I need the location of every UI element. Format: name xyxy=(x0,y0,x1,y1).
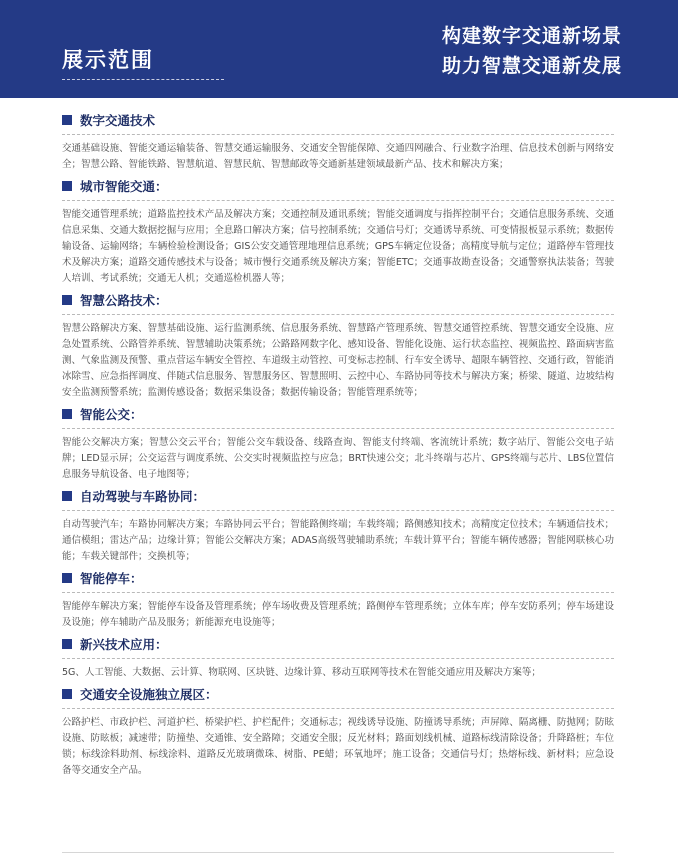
section-body: 智能交通管理系统；道路监控技术产品及解决方案；交通控制及通讯系统；智能交通调度与指挥控制平台；交通信息服务系统、交通信息采集、交通大数据挖掘与应用；全息路口解决方案；信号控制系统；交通信号灯；交通诱导系统、可变情报板显示系统；数据传输设备、运输网络；车辆检验检测设备；GIS公安交通管理地理信息系统；GPS车辆定位设备；高精度导航与定位；道路停车管理技术及解决方案；道路交通传感技术与设备；城市慢行交通系统及解决方案；智能ETC；交通事故勘查设备；交通警察执法装备；驾驶人培训、考试系统；交通无人机；交通巡检机器人等； xyxy=(62,209,614,284)
section-body: 5G、人工智能、大数据、云计算、物联网、区块链、边缘计算、移动互联网等技术在智能交通应用及解决方案等； xyxy=(62,667,541,678)
bottom-divider xyxy=(62,852,614,853)
title-divider xyxy=(62,79,224,80)
section-body: 公路护栏、市政护栏、河道护栏、桥梁护栏、护栏配件；交通标志；视线诱导设施、防撞诱导系统；声屏障、隔离栅、防抛网；防眩设施、防眩板；减速带；防撞垫、交通锥、安全路障；交通安全服；反光材料；路面划线机械、道路标线清除设备；升降路桩；车位锁；标线涂料助剂、标线涂料、道路反光玻璃微珠、树脂、PE蜡；环氧地坪；施工设备；交通信号灯；热熔标线、新材料；应急设备等交通安全产品。 xyxy=(62,717,614,776)
section-title: 智能公交： xyxy=(80,407,143,422)
slogan-line-1: 构建数字交通新场景 xyxy=(441,25,622,47)
section-title: 城市智能交通： xyxy=(80,179,168,194)
square-bullet-icon xyxy=(62,115,72,125)
content xyxy=(62,111,614,783)
square-bullet-icon xyxy=(62,295,72,305)
section-smart-parking xyxy=(62,569,614,631)
square-bullet-icon xyxy=(62,181,72,191)
section-body: 智能公交解决方案；智慧公交云平台；智能公交车载设备、线路查询、智能支付终端、客流统计系统；数字站厅、智能公交电子站牌；LED显示屏；公交运营与调度系统、公交实时视频监控与应急；BRT快速公交；北斗终端与芯片、GPS终端与芯片、LBS位置信息服务导航设备、电子地图等； xyxy=(62,437,614,480)
square-bullet-icon xyxy=(62,409,72,419)
square-bullet-icon xyxy=(62,689,72,699)
section-title: 交通安全设施独立展区： xyxy=(80,687,218,702)
section-emerging-tech xyxy=(62,635,614,681)
section-title: 智慧公路技术： xyxy=(80,293,168,308)
section-body: 智能停车解决方案；智能停车设备及管理系统；停车场收费及管理系统；路侧停车管理系统；立体车库；停车安防系列；停车场建设及设施；停车辅助产品及服务；新能源充电设施等； xyxy=(62,601,614,628)
square-bullet-icon xyxy=(62,639,72,649)
section-safety-facilities xyxy=(62,685,614,779)
square-bullet-icon xyxy=(62,491,72,501)
section-title: 新兴技术应用： xyxy=(80,637,168,652)
section-autonomous-driving xyxy=(62,487,614,565)
section-urban-its xyxy=(62,177,614,287)
section-smart-bus xyxy=(62,405,614,483)
section-digital-transport-tech xyxy=(62,111,614,173)
slogan xyxy=(442,21,622,81)
header-banner xyxy=(0,0,678,98)
section-smart-highway xyxy=(62,291,614,401)
section-title: 自动驾驶与车路协同： xyxy=(80,489,206,504)
square-bullet-icon xyxy=(62,573,72,583)
section-title: 数字交通技术 xyxy=(80,113,156,128)
section-body: 交通基础设施、智能交通运输装备、智慧交通运输服务、交通安全智能保障、交通四网融合、行业数字治理、信息技术创新与网络安全；智慧公路、智能铁路、智慧航道、智慧民航、智慧邮政等交通新基建领域最新产品、技术和解决方案； xyxy=(62,143,614,170)
section-body: 自动驾驶汽车；车路协同解决方案；车路协同云平台；智能路侧终端；车载终端；路侧感知技术；高精度定位技术；车辆通信技术；通信模组；雷达产品；边缘计算；智能公交解决方案；ADAS高级驾驶辅助系统；车载计算平台；智能车辆传感器；智能网联核心功能；车载关键部件；交换机等； xyxy=(62,519,614,562)
section-body: 智慧公路解决方案、智慧基础设施、运行监测系统、信息服务系统、智慧路产管理系统、智慧交通管控系统、智慧交通安全设施、应急处置系统、公路管养系统、智慧辅助决策系统；公路路网数字化、感知设备、智能化设施、运行状态监控、视频监控、路面病害监测、气象监测及预警、重点营运车辆安全管控、车道级主动管控、可变标志控制、行车安全诱导、超限车辆管控、交通行政，智能消冰除雪、应急指挥调度、伴随式信息服务、智慧服务区、智慧照明、云控中心、车路协同等技术与解决方案；桥梁、隧道、边坡结构安全监测预警系统；监测传感设备；数据采集设备；数据传输设备；智能管理系统等； xyxy=(62,323,614,398)
section-title: 智能停车： xyxy=(80,571,143,586)
slogan-line-2: 助力智慧交通新发展 xyxy=(441,55,622,77)
page-title: 展示范围 xyxy=(62,48,154,72)
